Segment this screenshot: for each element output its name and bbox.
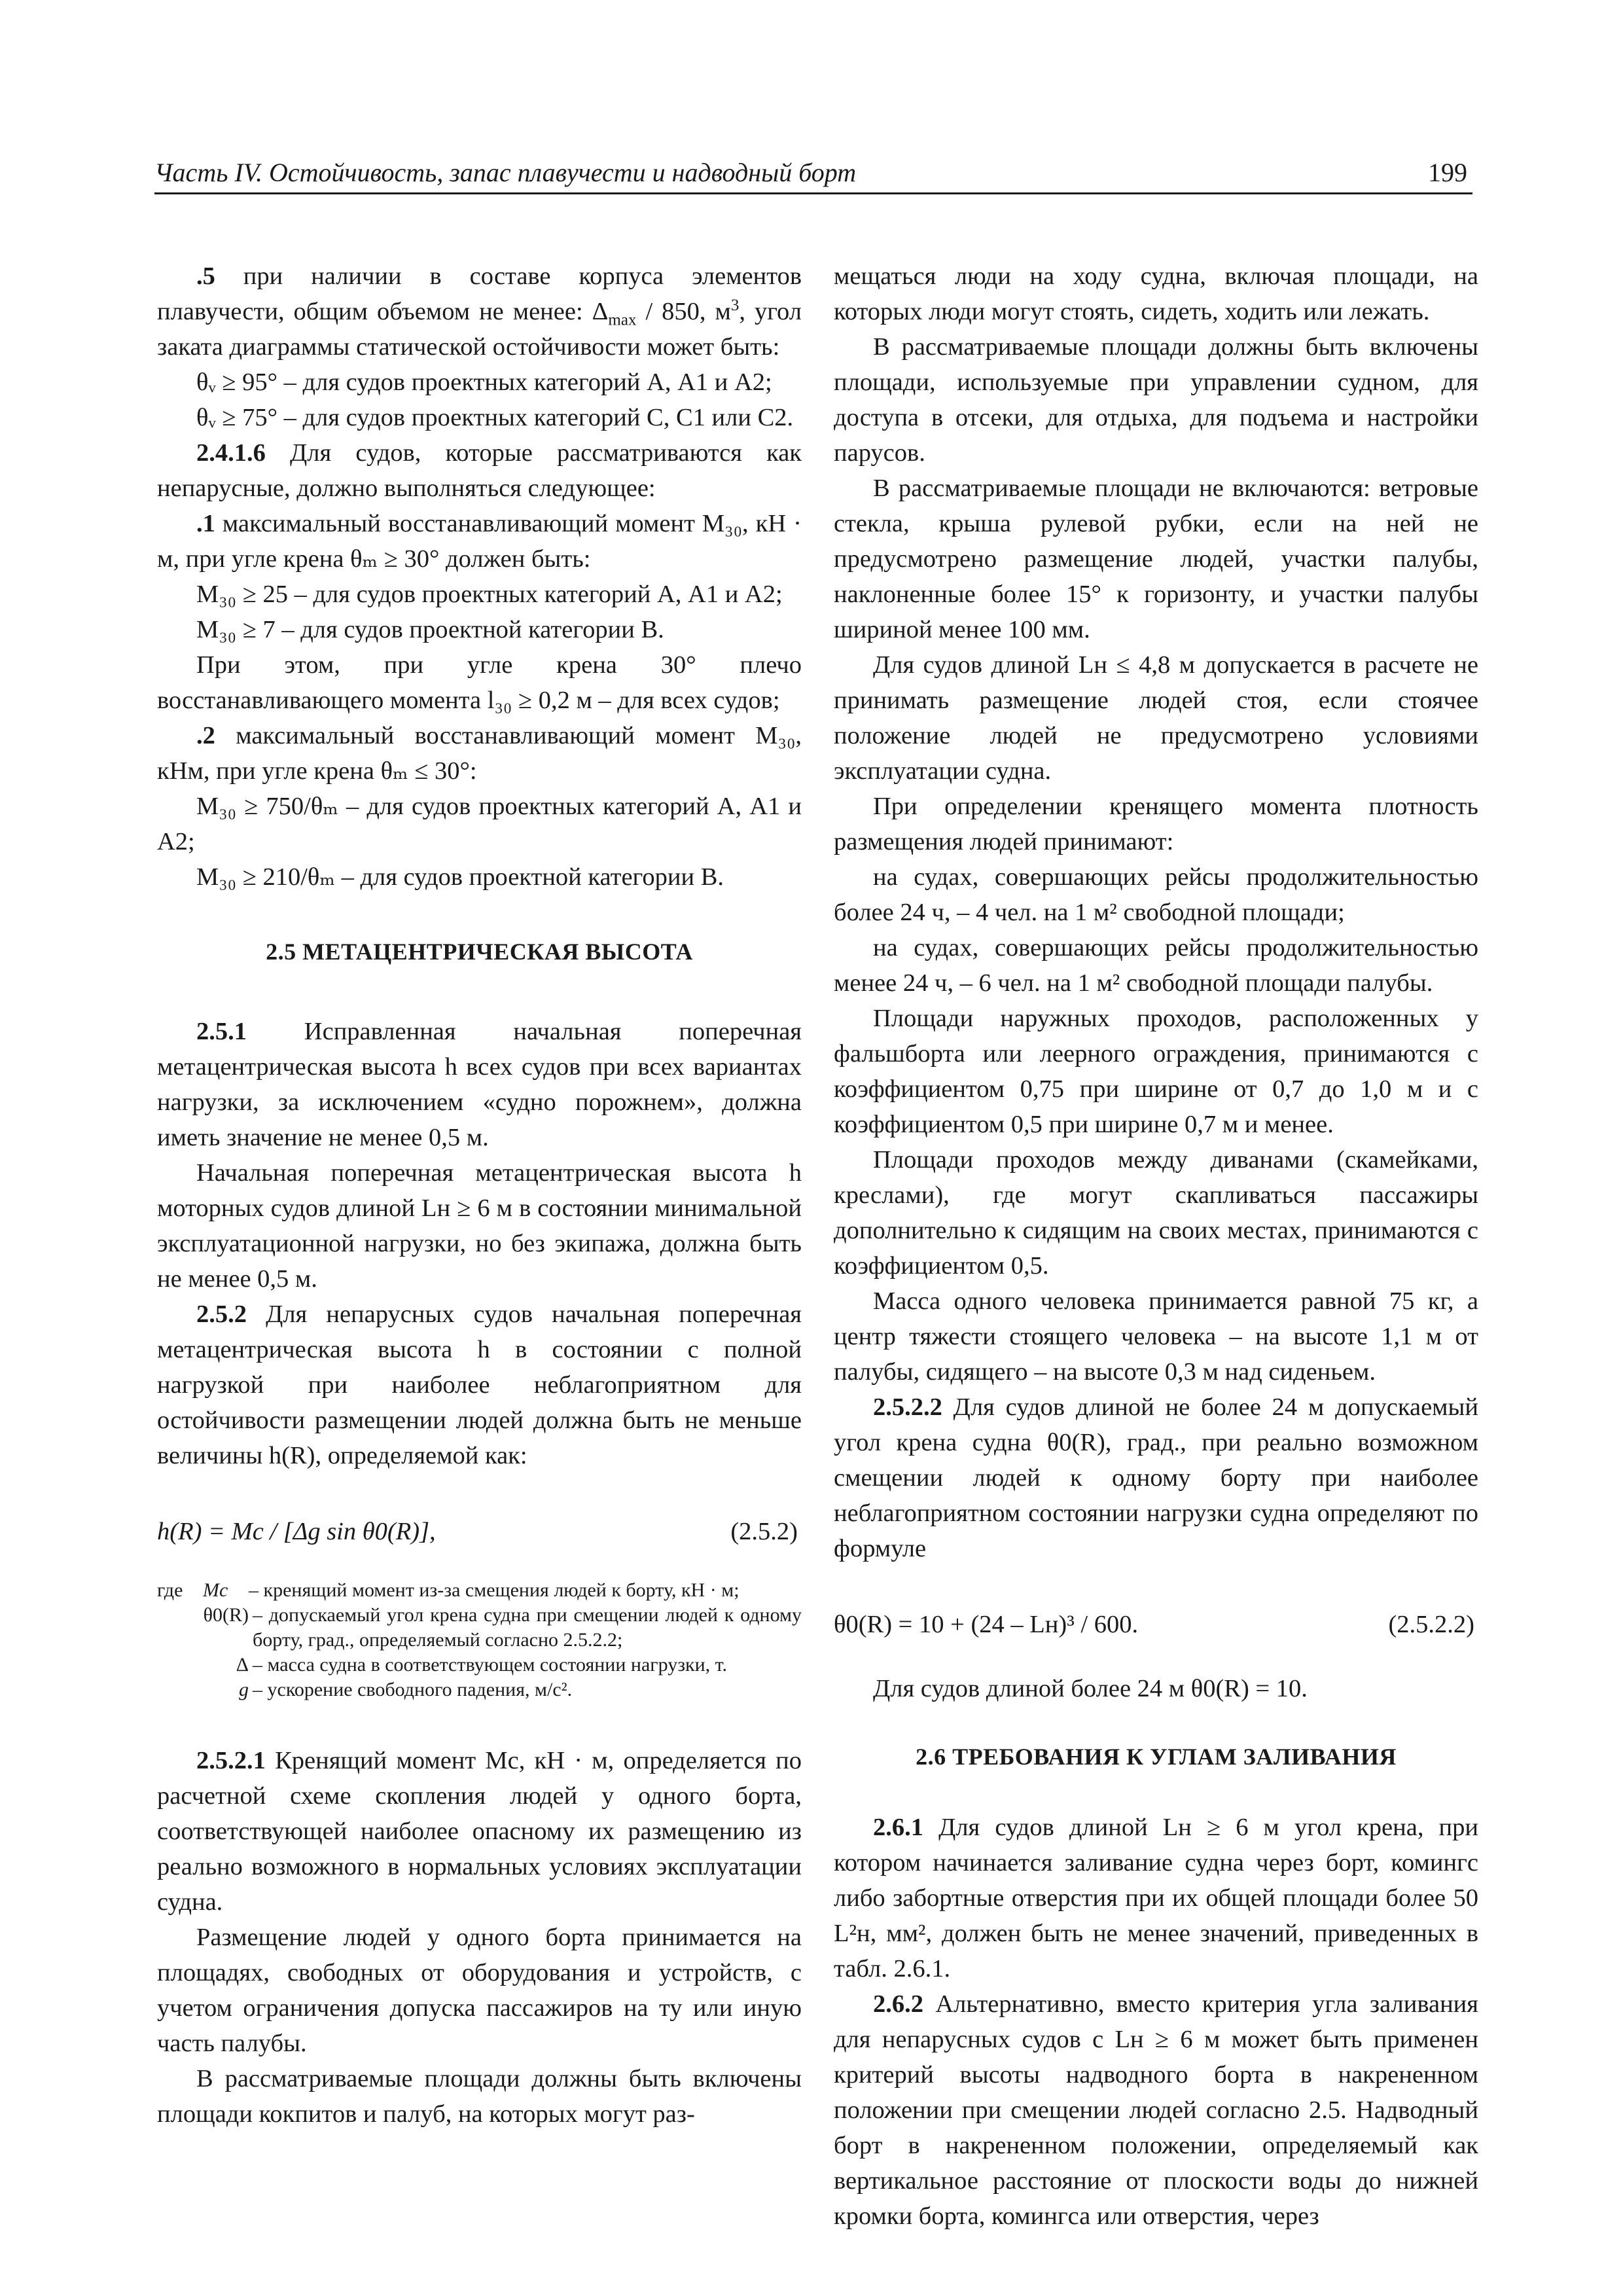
formula-2-5-2 [157,1514,802,1549]
paragraph: Площади проходов между диванами (скамейками, креслами), где могут скапливаться пассажиры дополнительно к сидящим на своих местах, принимаются с коэффициентом 0,5. [834,1146,1478,1280]
paragraph: θᵥ ≥ 95° – для судов проектных категорий А, А1 и А2; [196,368,772,396]
paragraph: θᵥ ≥ 75° – для судов проектных категорий С, С1 или С2. [196,404,794,431]
formula-number: (2.5.2) [730,1518,798,1545]
paragraph: 2.4.1.6 Для судов, которые рассматриваются как непарусные, должно выполняться следующее: [157,439,802,502]
formula-number: (2.5.2.2) [1388,1611,1474,1638]
paragraph: M₃₀ ≥ 210/θₘ – для судов проектной категории В. [196,863,724,891]
right-column [834,259,1478,2234]
section-heading-2-5: 2.5 МЕТАЦЕНТРИЧЕСКАЯ ВЫСОТА [266,939,693,965]
paragraph: .2 максимальный восстанавливающий момент M₃₀, кНм, при угле крена θₘ ≤ 30°: [157,722,802,785]
paragraph: Размещение людей у одного борта принимается на площадях, свободных от оборудования и устройств, с учетом ограничения допуска пассажиров на ту или иную часть палубы. [157,1924,802,2057]
paragraph: 2.5.1 Исправленная начальная поперечная метацентрическая высота h всех судов при всех вариантах нагрузки, за исключением «судно порожнем», должна иметь значение не менее 0,5 м. [157,1018,802,1151]
section-heading-2-6: 2.6 ТРЕБОВАНИЯ К УГЛАМ ЗАЛИВАНИЯ [916,1744,1397,1770]
paragraph: M₃₀ ≥ 750/θₘ – для судов проектных категорий А, А1 и А2; [157,793,802,855]
paragraph: 2.6.1 Для судов длиной Lн ≥ 6 м угол крена, при котором начинается заливание судна через борт, комингс либо забортные отверстия при их общей площади более 50 L²н, мм², должен быть не менее значений, приведенных в табл. 2.6.1. [834,1814,1478,1982]
paragraph: Начальная поперечная метацентрическая высота h моторных судов длиной Lн ≥ 6 м в состоянии минимальной эксплуатационной нагрузки, но без экипажа, должна быть не менее 0,5 м. [157,1159,802,1293]
paragraph: В рассматриваемые площади должны быть включены площади кокпитов и палуб, на которых могут раз- [157,2065,802,2128]
paragraph: При определении кренящего момента плотность размещения людей принимают: [834,793,1478,855]
left-column [157,259,802,2132]
paragraph: на судах, совершающих рейсы продолжительностью более 24 ч, – 4 чел. на 1 м² свободной площади; [834,863,1478,926]
paragraph: 2.5.2 Для непарусных судов начальная поперечная метацентрическая высота h в состоянии с полной нагрузкой при наиболее неблагоприятном для остойчивости размещении людей должна быть не меньше величины h(R), определяемой как: [157,1300,802,1469]
paragraph: Для судов длиной более 24 м θ0(R) = 10. [873,1675,1308,1702]
formula-expression: θ0(R) = 10 + (24 – Lн)³ / 600. [834,1611,1139,1638]
paragraph: M₃₀ ≥ 25 – для судов проектных категорий А, А1 и А2; [196,581,783,608]
paragraph: Площади наружных проходов, расположенных у фальшборта или леерного ограждения, принимаются с коэффициентом 0,75 при ширине от 0,7 до 1,0 м и с коэффициентом 0,5 при ширине 0,7 м и менее. [834,1005,1478,1138]
formula-expression: h(R) = Mc / [Δg sin θ0(R)], [157,1518,436,1545]
paragraph: В рассматриваемые площади не включаются: ветровые стекла, крыша рулевой рубки, если на ней не предусмотрено размещение людей, участки палубы, наклоненные более 15° к горизонту, и участки палубы шириной менее 100 мм. [834,475,1478,643]
paragraph: 2.5.2.1 Кренящий момент Mc, кН · м, определяется по расчетной схеме скопления людей у одного борта, соответствующей наиболее опасному их размещению из реально возможного в нормальных условиях эксплуатации судна. [157,1747,802,1916]
page-header [154,156,1472,194]
formula-2-5-2-2 [834,1607,1478,1642]
paragraph: на судах, совершающих рейсы продолжительностью менее 24 ч, – 6 чел. на 1 м² свободной площади палубы. [834,934,1478,997]
paragraph: .5 при наличии в составе корпуса элементов плавучести, общим объемом не менее: $\Delta_{max} / 850$, $м^3$, угол заката диаграммы статической остойчивости может быть: [157,262,802,361]
paragraph: Масса одного человека принимается равной 75 кг, а центр тяжести стоящего человека – на высоте 1,1 м от палубы, сидящего – на высоте 0,3 м над сиденьем. [834,1287,1478,1386]
paragraph: .1 максимальный восстанавливающий момент M₃₀, кН · м, при угле крена θₘ ≥ 30° должен быть: [157,510,802,573]
paragraph: 2.5.2.2 Для судов длиной не более 24 м допускаемый угол крена судна θ0(R), град., при реально возможном смещении людей к одному борту при наиболее неблагоприятном состоянии нагрузки судна определяют по формуле [834,1393,1478,1562]
paragraph: 2.6.2 Альтернативно, вместо критерия угла заливания для непарусных судов с Lн ≥ 6 м может быть применен критерий высоты надводного борта в накрененном положении при смещении людей согласно 2.5. Надводный борт в накрененном положении, определяемый как вертикальное расстояние от плоскости воды до нижней кромки борта, комингса или отверстия, через [834,1990,1478,2230]
running-title: Часть IV. Остойчивость, запас плавучести и надводный борт [154,158,857,187]
paragraph: При этом, при угле крена 30° плечо восстанавливающего момента l₃₀ ≥ 0,2 м – для всех судов; [157,651,802,714]
symbol-legend: где Mc – кренящий момент из-за смещения людей к борту, кН · м; θ0(R) – допускаемый угол крена судна при смещении людей к одному борту, град., определяемый согласно 2.5.2.2; Δ – масса судна в соответствующем состоянии нагрузки, т. g – ускорение свободного падения, м/с². [157,1579,802,1700]
paragraph: В рассматриваемые площади должны быть включены площади, используемые при управлении судном, для доступа в отсеки, для отдыха, для подъема и настройки парусов. [834,333,1478,467]
paragraph: M₃₀ ≥ 7 – для судов проектной категории В. [196,616,664,643]
paragraph: Для судов длиной Lн ≤ 4,8 м допускается в расчете не принимать размещение людей стоя, если стоячее положение людей не предусмотрено условиями эксплуатации судна. [834,651,1478,785]
page-number: 199 [1428,158,1467,187]
paragraph: мещаться люди на ходу судна, включая площади, на которых люди могут стоять, сидеть, ходить или лежать. [834,262,1478,325]
